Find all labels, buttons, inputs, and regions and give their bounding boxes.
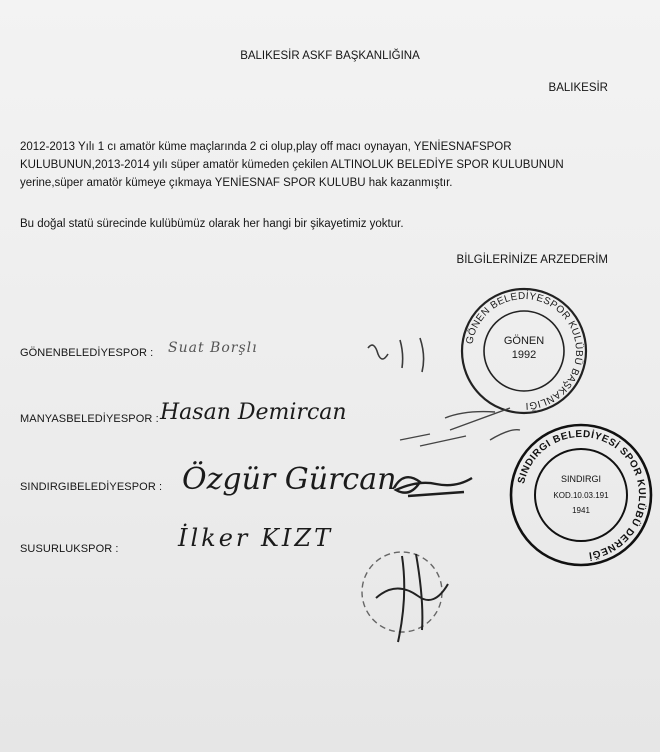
signatory-label-sindirgi: SINDIRGIBELEDİYESPOR : bbox=[20, 481, 163, 493]
recipient-city: BALIKESİR bbox=[548, 82, 608, 94]
gonen-stamp-name: GÖNEN bbox=[503, 335, 545, 347]
body-line-2: KULUBUNUN,2013-2014 yılı süper amatör kümeden çekilen ALTINOLUK BELEDİYE SPOR KULUBUNUN bbox=[20, 159, 564, 171]
sindirgi-stamp-name: SINDIRGI bbox=[560, 474, 602, 484]
signatory-label-susurluk: SUSURLUKSPOR : bbox=[20, 543, 119, 555]
sindirgi-stamp-code: KOD.10.03.191 bbox=[553, 491, 609, 500]
gonen-stamp-ring-text: GÖNEN BELEDİYESPOR KULÜBÜ BAŞKANLIĞI bbox=[464, 290, 585, 412]
susurluk-stamp-and-signature bbox=[352, 536, 462, 656]
body-line-1: 2012-2013 Yılı 1 cı amatör küme maçlarında 2 ci olup,play off macı oynayan, YENİESNAFSPOR bbox=[20, 141, 512, 153]
signature-susurluk: İlker KIZT bbox=[178, 524, 334, 552]
signatory-label-manyas: MANYASBELEDİYESPOR : bbox=[20, 413, 159, 425]
signature-gonen: Suat Borşlı bbox=[168, 340, 258, 356]
gonen-extra-signature-mark bbox=[360, 330, 450, 380]
sindirgi-stamp-ring-text: SINDIRGI BELEDİYESİ SPOR KULÜBÜ DERNEĞİ bbox=[516, 428, 648, 561]
document-title: BALIKESİR ASKF BAŞKANLIĞINA bbox=[240, 50, 420, 62]
signature-sindirgi: Özgür Gürcan bbox=[182, 462, 397, 497]
signature-manyas: Hasan Demircan bbox=[160, 400, 347, 425]
sindirgi-extra-signature-mark bbox=[388, 462, 478, 512]
manyas-extra-signature-mark bbox=[390, 400, 530, 460]
complaint-statement: Bu doğal statü sürecinde kulübümüz olarak her hangi bir şikayetimiz yoktur. bbox=[20, 218, 404, 230]
closing-phrase: BİLGİLERİNİZE ARZEDERİM bbox=[456, 254, 608, 266]
body-line-3: yerine,süper amatör kümeye çıkmaya YENİESNAF SPOR KULUBU hak kazanmıştır. bbox=[20, 177, 453, 189]
signatory-label-gonen: GÖNENBELEDİYESPOR : bbox=[20, 347, 154, 359]
gonen-stamp-year: 1992 bbox=[511, 349, 537, 361]
gonen-club-stamp bbox=[456, 286, 592, 416]
sindirgi-stamp-year: 1941 bbox=[572, 506, 590, 515]
body-paragraph bbox=[20, 138, 610, 192]
